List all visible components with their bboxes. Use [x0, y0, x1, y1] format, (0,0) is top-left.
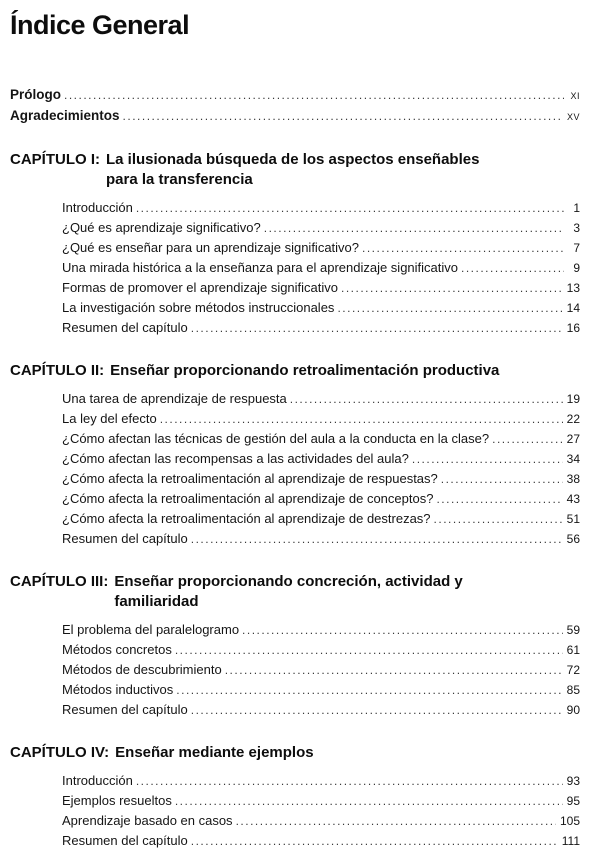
toc-entry-title: Una mirada histórica a la enseñanza para el aprendizaje significativo: [62, 260, 459, 275]
toc-entry-page: 34: [566, 452, 580, 466]
toc-entry-title: Introducción: [62, 200, 133, 215]
toc-entry: [62, 298, 580, 318]
chapters: [10, 150, 580, 849]
chapter-title: Enseñar mediante ejemplos: [115, 744, 314, 761]
toc-entry-page: 51: [566, 512, 580, 526]
toc-entry-page: 9: [573, 261, 580, 275]
chapter-section: [10, 743, 580, 849]
chapter-heading: [10, 150, 580, 190]
toc-entry: [62, 409, 580, 429]
toc-entry: [62, 198, 580, 218]
chapter-heading: [10, 572, 580, 612]
toc-entry: [62, 700, 580, 720]
toc-entry-page: 43: [566, 492, 580, 506]
toc-entry-page: 19: [566, 392, 580, 406]
toc-entry-title: ¿Qué es enseñar para un aprendizaje significativo?: [62, 240, 360, 255]
chapter-entries: [10, 389, 580, 549]
chapter-heading: [10, 743, 580, 763]
dot-leader: [236, 811, 556, 831]
toc-entry: [62, 529, 580, 549]
toc-entry-title: Métodos de descubrimiento: [62, 662, 222, 677]
toc-entry: [62, 318, 580, 338]
toc-entry: [62, 620, 580, 640]
dot-leader: [160, 409, 563, 429]
toc-entry-title: El problema del paralelogramo: [62, 622, 240, 637]
toc-entry-page: 93: [566, 774, 580, 788]
chapter-label: CAPÍTULO IV:: [10, 744, 110, 761]
toc-entry-page: 85: [566, 683, 580, 697]
chapter-title: La ilusionada búsqueda de los aspectos enseñables para la transferencia: [106, 151, 480, 188]
dot-leader: [176, 680, 562, 700]
toc-entry-title: Ejemplos resueltos: [62, 793, 172, 808]
dot-leader: [136, 198, 564, 218]
dot-leader: [461, 258, 564, 278]
toc-entry: [62, 509, 580, 529]
chapter-title: Enseñar proporcionando concreción, actividad y familiaridad: [114, 573, 463, 610]
toc-entry-title: Resumen del capítulo: [62, 702, 188, 717]
toc-entry: [10, 85, 580, 106]
toc-entry-title: ¿Qué es aprendizaje significativo?: [62, 220, 261, 235]
dot-leader: [136, 771, 563, 791]
toc-entry-page: 38: [566, 472, 580, 486]
chapter-label: CAPÍTULO II:: [10, 362, 105, 379]
toc-entry-title: Prólogo: [10, 87, 61, 102]
toc-entry-page: XV: [566, 112, 580, 122]
dot-leader: [191, 529, 563, 549]
toc-entry: [62, 489, 580, 509]
dot-leader: [290, 389, 563, 409]
toc-entry: [62, 449, 580, 469]
toc-entry-title: Introducción: [62, 773, 133, 788]
toc-entry: [62, 258, 580, 278]
chapter-entries: [10, 620, 580, 720]
toc-entry-page: 22: [566, 412, 580, 426]
toc-entry-title: Métodos concretos: [62, 642, 172, 657]
toc-entry-title: Formas de promover el aprendizaje significativo: [62, 280, 339, 295]
toc-entry-page: 13: [566, 281, 580, 295]
dot-leader: [191, 700, 563, 720]
front-matter: [10, 85, 580, 127]
toc-entry-page: 105: [559, 814, 580, 828]
toc-entry: [62, 811, 580, 831]
chapter-section: [10, 361, 580, 549]
toc-entry-title: La investigación sobre métodos instruccionales: [62, 300, 335, 315]
toc-entry-page: 14: [566, 301, 580, 315]
dot-leader: [191, 318, 563, 338]
toc-entry-title: La ley del efecto: [62, 411, 157, 426]
dot-leader: [264, 218, 564, 238]
toc-entry-title: Una tarea de aprendizaje de respuesta: [62, 391, 287, 406]
toc-entry: [62, 278, 580, 298]
dot-leader: [412, 449, 563, 469]
toc-entry-page: 27: [566, 432, 580, 446]
toc-entry: [62, 389, 580, 409]
dot-leader: [337, 298, 562, 318]
page-title: Índice General: [10, 10, 190, 40]
chapter-section: [10, 150, 580, 338]
toc-entry: [62, 831, 580, 849]
toc-entry-page: 59: [566, 623, 580, 637]
toc-entry-title: Métodos inductivos: [62, 682, 174, 697]
toc-entry: [62, 791, 580, 811]
toc-entry-page: 111: [561, 834, 580, 848]
toc-entry: [62, 429, 580, 449]
dot-leader: [175, 791, 563, 811]
dot-leader: [225, 660, 563, 680]
dot-leader: [492, 429, 563, 449]
chapter-title: Enseñar proporcionando retroalimentación productiva: [110, 362, 500, 379]
toc-entry: [62, 660, 580, 680]
toc-entry-page: XI: [570, 91, 580, 101]
toc-entry-title: Resumen del capítulo: [62, 320, 188, 335]
chapter-entries: [10, 198, 580, 338]
toc-entry-title: ¿Cómo afectan las técnicas de gestión del aula a la conducta en la clase?: [62, 431, 490, 446]
dot-leader: [191, 831, 558, 849]
dot-leader: [362, 238, 564, 258]
toc-entry-page: 61: [566, 643, 580, 657]
toc-entry-title: Resumen del capítulo: [62, 833, 188, 848]
dot-leader: [64, 85, 564, 105]
chapter-label: CAPÍTULO I:: [10, 151, 100, 168]
toc-entry-page: 90: [566, 703, 580, 717]
chapter-entries: [10, 771, 580, 849]
toc-entry: [10, 106, 580, 127]
toc-entry: [62, 238, 580, 258]
toc-entry-page: 1: [573, 201, 580, 215]
toc-entry-page: 95: [566, 794, 580, 808]
toc-entry-page: 72: [566, 663, 580, 677]
toc-entry: [62, 771, 580, 791]
toc-entry-title: ¿Cómo afecta la retroalimentación al aprendizaje de respuestas?: [62, 471, 438, 486]
toc-entry-title: Aprendizaje basado en casos: [62, 813, 233, 828]
toc-entry-title: Resumen del capítulo: [62, 531, 188, 546]
toc-entry-title: ¿Cómo afectan las recompensas a las actividades del aula?: [62, 451, 409, 466]
toc-entry: [62, 218, 580, 238]
toc-entry-title: Agradecimientos: [10, 108, 120, 123]
dot-leader: [434, 509, 563, 529]
chapter-label: CAPÍTULO III:: [10, 573, 109, 590]
dot-leader: [242, 620, 563, 640]
toc-entry-page: 56: [566, 532, 580, 546]
toc-entry: [62, 640, 580, 660]
toc-entry-page: 3: [573, 221, 580, 235]
dot-leader: [441, 469, 563, 489]
dot-leader: [436, 489, 562, 509]
toc-entry-title: ¿Cómo afecta la retroalimentación al aprendizaje de destrezas?: [62, 511, 431, 526]
dot-leader: [341, 278, 563, 298]
chapter-heading: [10, 361, 580, 381]
chapter-section: [10, 572, 580, 720]
toc-entry-page: 16: [566, 321, 580, 335]
toc-entry-page: 7: [573, 241, 580, 255]
toc-entry: [62, 680, 580, 700]
toc-entry-title: ¿Cómo afecta la retroalimentación al aprendizaje de conceptos?: [62, 491, 434, 506]
dot-leader: [123, 106, 563, 126]
toc-entry: [62, 469, 580, 489]
dot-leader: [175, 640, 563, 660]
